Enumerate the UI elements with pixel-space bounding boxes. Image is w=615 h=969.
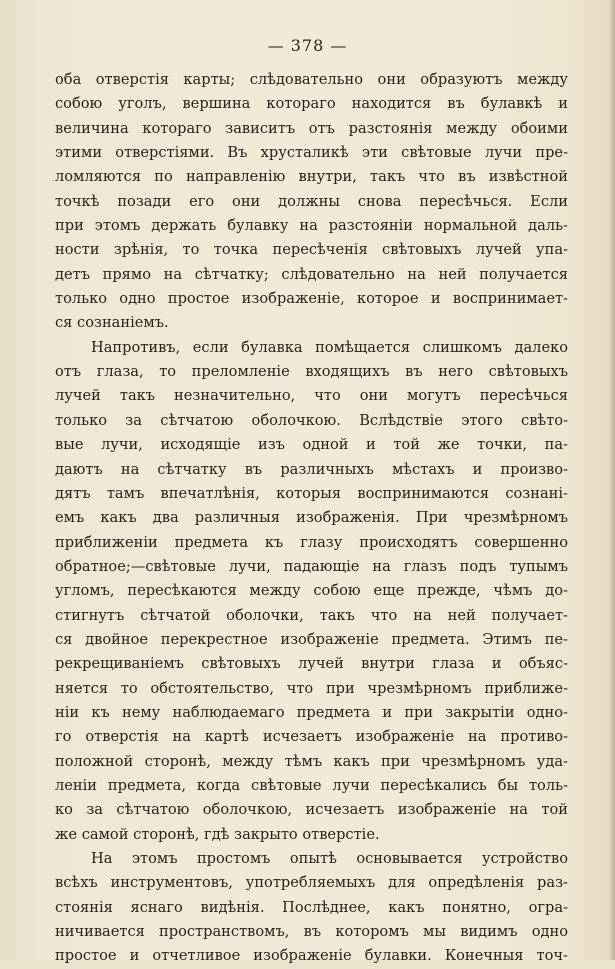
text-line: этими отверстіями. Въ хрусталикѣ эти свѣтовые лучи пре- xyxy=(55,144,568,162)
text-line: лучей такъ незначительно, что они могутъ пересѣчься xyxy=(55,387,568,405)
text-line: го отверстія на картѣ исчезаетъ изображеніе на противо- xyxy=(55,728,568,746)
text-line: приближеніи предмета къ глазу происходятъ совершенно xyxy=(55,533,568,551)
text-line: собою уголъ, вершина котораго находится въ булавкѣ и xyxy=(55,95,568,113)
text-line: няется то обстоятельство, что при чрезмѣрномъ приближе- xyxy=(55,679,568,697)
text-line: ко за сѣтчатою оболочкою, исчезаетъ изображеніе на той xyxy=(55,801,568,819)
text-line: стоянія яснаго видѣнія. Послѣднее, какъ понятно, огра- xyxy=(55,898,568,916)
text-line: емъ какъ два различныя изображенія. При чрезмѣрномъ xyxy=(55,509,568,527)
text-line: На этомъ простомъ опытѣ основывается устройство xyxy=(91,850,568,867)
text-line: величина котораго зависитъ отъ разстоянія между обоими xyxy=(55,119,568,137)
text-line: леніи предмета, когда свѣтовые лучи пересѣкались бы толь- xyxy=(55,776,568,794)
text-line: Напротивъ, если булавка помѣщается слишкомъ далеко xyxy=(91,338,568,356)
text-line: детъ прямо на сѣтчатку; слѣдовательно на ней получается xyxy=(55,265,568,283)
text-line: стигнутъ сѣтчатой оболочки, такъ что на ней получает- xyxy=(55,606,568,624)
text-line: дятъ тамъ впечатлѣнія, которыя воспринимаются сознані- xyxy=(55,484,568,502)
text-line: угломъ, пересѣкаются между собою еще прежде, чѣмъ до- xyxy=(55,582,568,600)
text-line: только за сѣтчатою оболочкою. Вслѣдствіе этого свѣто- xyxy=(55,411,568,429)
text-line: ніи къ нему наблюдаемаго предмета и при закрытіи одно- xyxy=(55,703,568,721)
text-line: ся сознаніемъ. xyxy=(55,314,169,332)
text-line: обратное;—свѣтовые лучи, падающіе на глазъ подъ тупымъ xyxy=(55,557,568,575)
page-number: — 378 — xyxy=(267,36,348,55)
text-line: ничивается пространствомъ, въ которомъ мы видимъ одно xyxy=(55,923,568,941)
text-line: положной сторонѣ, между тѣмъ какъ при чрезмѣрномъ уда- xyxy=(55,752,568,770)
text-line: ся двойное перекрестное изображеніе предмета. Этимъ пе- xyxy=(55,630,568,648)
text-line: даютъ на сѣтчатку въ различныхъ мѣстахъ и произво- xyxy=(55,460,568,478)
text-line: ломляются по направленію внутри, такъ что въ извѣстной xyxy=(55,168,568,186)
text-line: при этомъ держать булавку на разстояніи нормальной даль- xyxy=(55,217,568,235)
text-line: же самой сторонѣ, гдѣ закрыто отверстіе. xyxy=(55,825,380,843)
text-line: точкѣ позади его они должны снова пересѣчься. Если xyxy=(55,192,568,210)
text-line: ности зрѣнія, то точка пересѣченія свѣтовыхъ лучей упа- xyxy=(55,241,568,259)
page-edge-shadow xyxy=(609,0,615,960)
text-line: только одно простое изображеніе, которое и воспринимает- xyxy=(55,290,568,308)
text-line: всѣхъ инструментовъ, употребляемыхъ для опредѣленія раз- xyxy=(55,874,568,892)
text-line: рекрещиваніемъ свѣтовыхъ лучей внутри глаза и объяс- xyxy=(55,655,568,673)
text-line: вые лучи, исходящіе изъ одной и той же точки, па- xyxy=(55,436,568,454)
text-line: оба отверстія карты; слѣдовательно они образуютъ между xyxy=(55,71,568,88)
text-line: простое и отчетливое изображеніе булавки. Конечныя точ- xyxy=(55,947,568,965)
body-text xyxy=(55,68,568,969)
text-line: отъ глаза, то преломленіе входящихъ въ него свѣтовыхъ xyxy=(55,363,568,381)
